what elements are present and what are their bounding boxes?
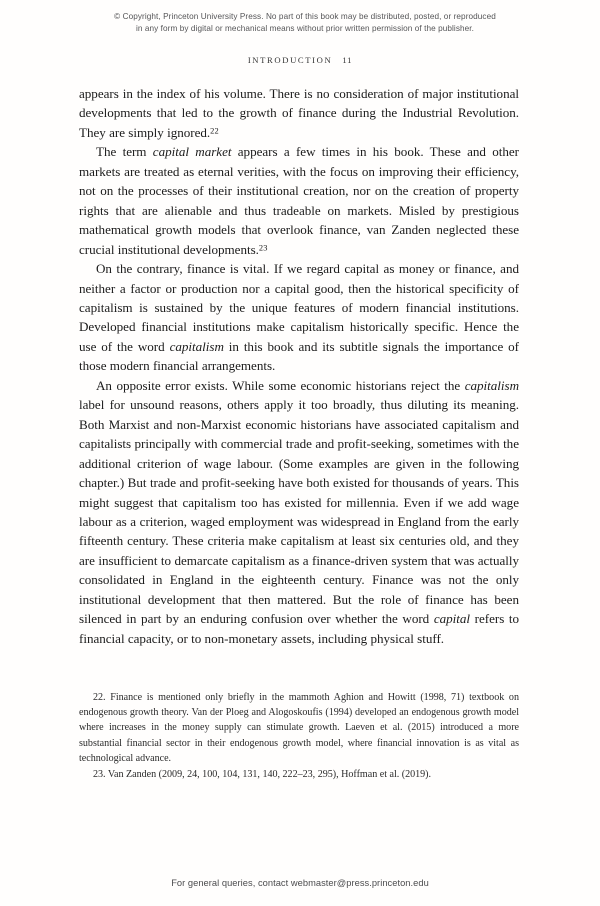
paragraph-4-italic-capital: capital xyxy=(433,611,470,627)
paragraph-3 xyxy=(79,259,519,376)
footnote-marker-22[interactable]: 22 xyxy=(210,126,219,136)
running-head-title: INTRODUCTION xyxy=(247,55,333,65)
paragraph-2 xyxy=(79,142,519,259)
paragraph-1-run-1: appears in the index of his volume. There is no consideration of major institutional developments that led to the growth of finance during the Industrial Revolution. They are simply ignored. xyxy=(79,86,519,140)
paragraph-4-run-3: label for unsound reasons, others apply it too broadly, thus diluting its meaning. Both Marxist and non-Marxist economic historians have associated capitalism and capitalists principally with commercial trade and profit-seeking, sometimes with the additional criterion of wage labour. (Some examples are given in the following chapter.) But trade and profit-seeking have both existed for thousands of years. This might suggest that capitalism too has existed for millennia. Even if we add wage labour as a criterion, waged employment was widespread in England from the early fifteenth century. These criteria make capitalism at least six centuries old, and they are insufficient to demarcate capitalism as a finance-driven system that was actually consolidated in England in the eighteenth century. Finance was not the only institutional development that then mattered. But the role of finance has been silenced in part by an enduring confusion over whether the word xyxy=(79,397,519,627)
page-number: 11 xyxy=(342,55,353,65)
running-head xyxy=(0,55,600,65)
paragraph-4-run-5: refers to financial capacity, or to non-monetary assets, including physical stuff. xyxy=(79,611,520,646)
paragraph-3-italic-capitalism: capitalism xyxy=(169,338,224,354)
footnotes-block xyxy=(79,690,519,782)
footnote-22: 22. Finance is mentioned only briefly in the mammoth Aghion and Howitt (1998, 71) textbook on endogenous growth theory. Van der Ploeg and Alogoskoufis (1994) developed an endogenous growth model where increases in the money supply can stimulate growth. Laeven et al. (2015) introduced a more substantial financial sector in their endogenous growth model, where financial innovation is as vital as technological advance. xyxy=(79,692,519,764)
paragraph-2-run-3: appears a few times in his book. These and other markets are treated as eternal verities, with the focus on improving their efficiency, not on the processes of their institutional creation, nor on the creation of property rights that are alienable and thus tradeable on markets. Misled by prestigious mathematical growth models that overlook finance, van Zanden neglected these crucial institutional developments. xyxy=(79,144,519,257)
copyright-notice: © Copyright, Princeton University Press. No part of this book may be distributed, posted, or reproduced in any form by digital or mechanical means without prior written permission of the publisher. xyxy=(114,12,496,34)
body-text-block xyxy=(79,84,519,648)
paragraph-2-italic-capital-market: capital market xyxy=(152,144,232,160)
paragraph-4 xyxy=(79,376,519,648)
paragraph-4-run-1: An opposite error exists. While some economic historians reject the xyxy=(96,377,465,393)
paragraph-3-run-1: On the contrary, finance is vital. If we regard capital as money or finance, and neither a factor or production nor a capital good, then the historical specificity of capitalism is sustained by the unique features of modern financial institutions. Developed financial institutions make capitalism historically specific. Hence the use of the word xyxy=(79,261,519,354)
page-footer-contact: For general queries, contact webmaster@press.princeton.edu xyxy=(171,878,429,888)
paragraph-4-italic-capitalism: capitalism xyxy=(464,377,519,393)
paragraph-2-run-1: The term xyxy=(96,144,153,160)
paragraph-3-run-3: in this book and its subtitle signals the importance of those modern financial arrangements. xyxy=(79,338,519,374)
footnote-23: 23. Van Zanden (2009, 24, 100, 104, 131, 140, 222–23, 295), Hoffman et al. (2019). xyxy=(93,769,432,781)
paragraph-1 xyxy=(79,84,519,142)
footnote-marker-23[interactable]: 23 xyxy=(258,243,268,253)
